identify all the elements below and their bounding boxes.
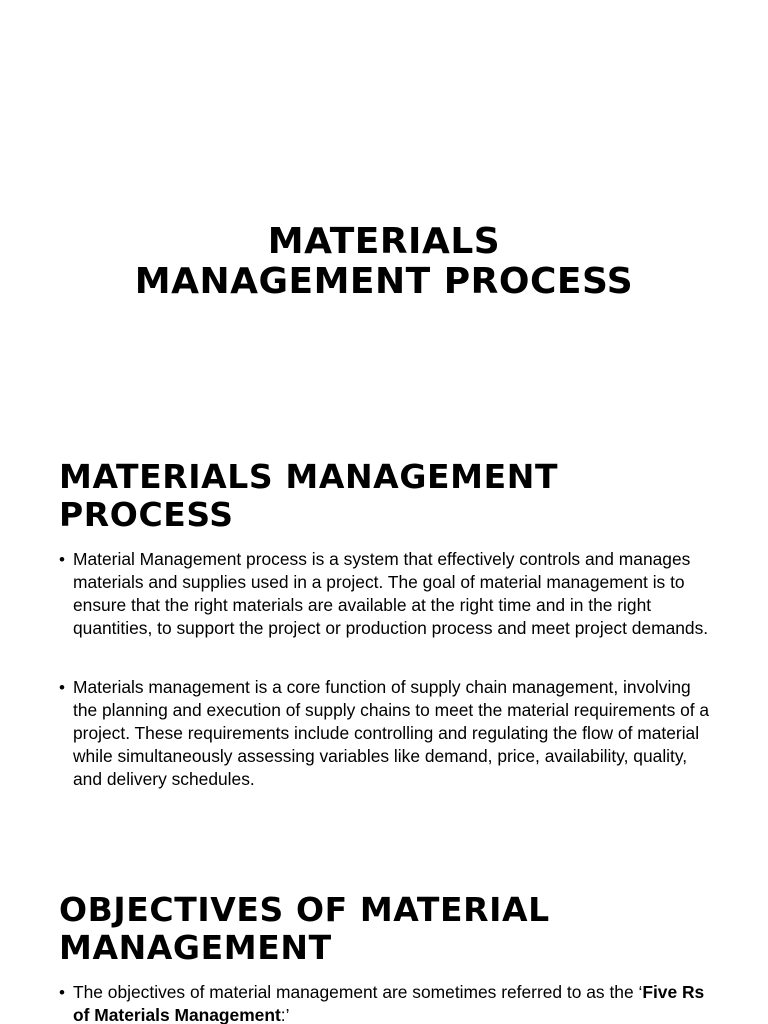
section-heading — [59, 891, 719, 967]
bullet-text-bold: Five Rs of Materials Management — [73, 982, 705, 1024]
bullet-item — [59, 548, 719, 640]
section-heading-line-1: OBJECTIVES OF MATERIAL — [59, 890, 550, 929]
title-line-1: MATERIALS — [267, 221, 501, 262]
bullet-list — [59, 981, 719, 1024]
bullet-list — [59, 548, 719, 791]
title-slide — [0, 222, 768, 302]
bullet-text-prefix: The objectives of material management are sometimes referred to as the ‘ — [73, 982, 643, 1002]
bullet-item — [59, 676, 719, 791]
section-heading-line-1: MATERIALS MANAGEMENT — [59, 457, 559, 496]
section-materials-management-process — [59, 458, 719, 791]
bullet-icon: • — [59, 983, 65, 1002]
section-heading-line-2: PROCESS — [59, 495, 234, 534]
bullet-icon: • — [59, 550, 65, 569]
bullet-text: Materials management is a core function of supply chain management, involving the planning and execution of supply chains to meet the material requirements of a project. These requirements include controlling and regulating the flow of material while simultaneously assessing variables like demand, price, availability, quality, and delivery schedules. — [73, 677, 710, 789]
bullet-text: Material Management process is a system that effectively controls and manages materials and supplies used in a project. The goal of material management is to ensure that the right materials are available at the right time and in the right quantities, to support the project or production process and meet project demands. — [73, 549, 709, 638]
title-line-2: MANAGEMENT PROCESS — [134, 261, 634, 302]
bullet-icon: • — [59, 678, 65, 697]
section-heading-line-2: MANAGEMENT — [59, 928, 332, 967]
section-objectives-of-material-management — [59, 891, 719, 1024]
bullet-text-suffix: :’ — [280, 1005, 290, 1024]
section-heading — [59, 458, 719, 534]
bullet-item — [59, 981, 719, 1024]
